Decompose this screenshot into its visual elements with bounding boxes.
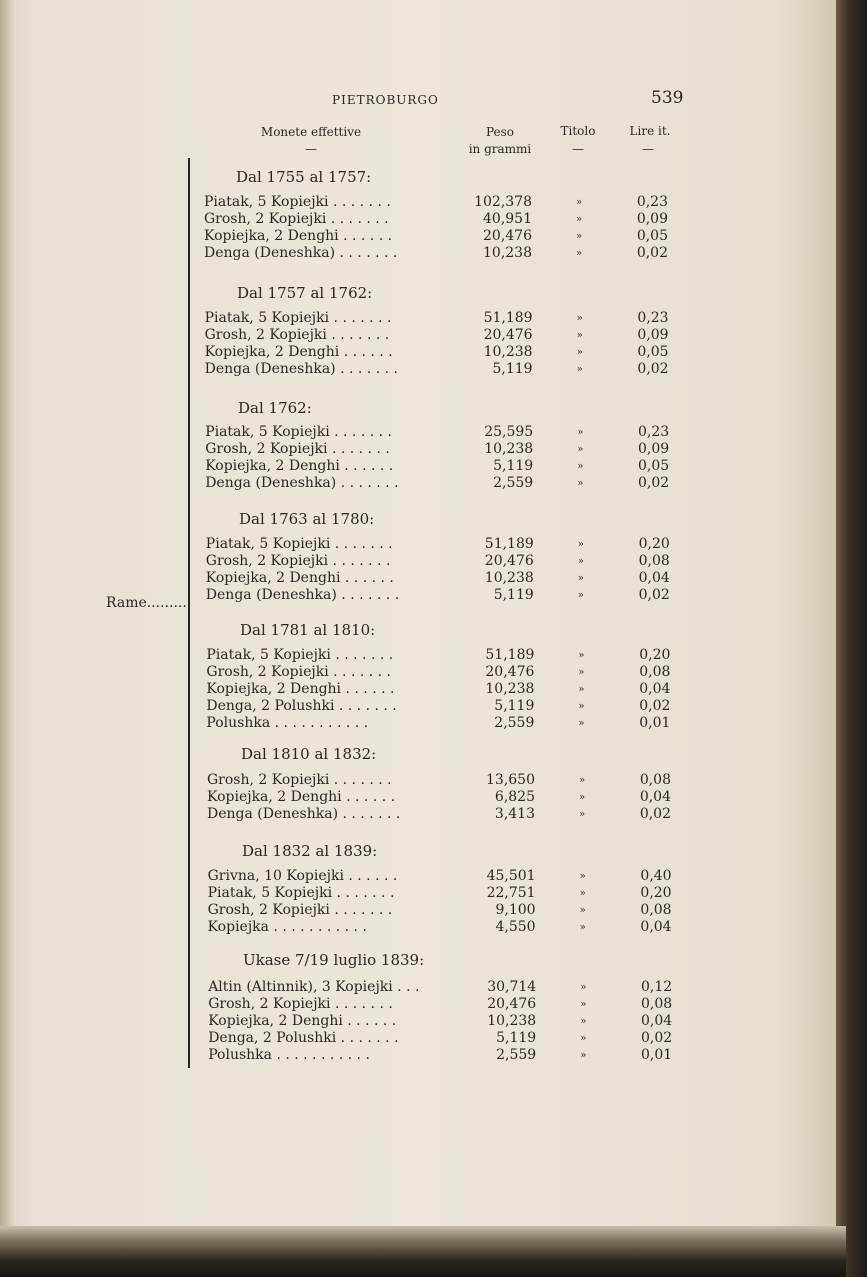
page-number: 539 [651, 88, 684, 108]
coin-titolo: » [579, 888, 586, 899]
coin-weight: 20,476 [483, 327, 533, 343]
coin-value-lire: 0,04 [638, 570, 670, 586]
coin-weight: 5,119 [494, 698, 535, 714]
coin-weight: 22,751 [486, 885, 536, 901]
table-row [208, 1047, 678, 1064]
table-row [204, 211, 674, 228]
coin-titolo: » [580, 1016, 587, 1027]
column-header-titolo: Titolo [560, 124, 596, 138]
coin-value-lire: 0,09 [638, 441, 670, 457]
column-header-lire: Lire it. [629, 124, 671, 138]
coin-weight: 5,119 [496, 1030, 537, 1046]
coin-value-lire: 0,04 [639, 789, 671, 805]
coin-name: Kopiejka, 2 Denghi . . . . . . [204, 228, 393, 244]
coin-titolo: » [579, 792, 586, 803]
coin-value-lire: 0,09 [636, 211, 668, 227]
coin-weight: 20,476 [483, 228, 532, 244]
table-row [206, 664, 676, 681]
coin-value-lire: 0,02 [639, 806, 671, 822]
coin-value-lire: 0,08 [639, 772, 671, 788]
coin-weight: 2,559 [496, 1047, 537, 1063]
metal-label: Rame.......... [106, 595, 192, 611]
coin-name: Grosh, 2 Kopiejki . . . . . . . [207, 902, 393, 918]
coin-name: Kopiejka, 2 Denghi . . . . . . [208, 1013, 397, 1029]
coin-name: Polushka . . . . . . . . . . . [206, 715, 369, 731]
coin-weight: 20,476 [485, 664, 535, 680]
coin-titolo: » [576, 214, 583, 225]
coin-titolo: » [576, 231, 583, 242]
coin-weight: 13,650 [486, 772, 535, 788]
coin-value-lire: 0,02 [641, 1030, 673, 1046]
coin-titolo: » [578, 701, 585, 712]
table-row [205, 458, 675, 475]
coin-value-lire: 0,12 [641, 979, 673, 995]
coin-weight: 20,476 [484, 553, 534, 569]
coin-name: Kopiejka, 2 Denghi . . . . . . [205, 458, 394, 474]
coin-value-lire: 0,01 [639, 715, 671, 731]
table-row [204, 228, 674, 245]
column-dash-monete: — [305, 142, 317, 156]
coin-weight: 40,951 [483, 211, 532, 227]
coin-titolo: » [578, 650, 585, 661]
table-row [206, 587, 676, 604]
coin-name: Denga (Deneshka) . . . . . . . [205, 587, 400, 603]
coin-value-lire: 0,04 [641, 1013, 673, 1029]
table-row [208, 885, 678, 902]
coin-titolo: » [579, 905, 586, 916]
coin-weight: 25,595 [484, 424, 534, 440]
coin-name: Denga, 2 Polushki . . . . . . . [206, 698, 397, 714]
coin-name: Denga, 2 Polushki . . . . . . . [208, 1030, 399, 1046]
coin-titolo: » [576, 313, 583, 324]
coin-value-lire: 0,08 [641, 996, 673, 1012]
table-row [205, 424, 675, 441]
coin-name: Piatak, 5 Kopiejki . . . . . . . [206, 647, 394, 663]
table-row [208, 996, 678, 1013]
coin-titolo: » [577, 573, 584, 584]
table-row [204, 245, 674, 262]
coin-name: Piatak, 5 Kopiejki . . . . . . . [204, 310, 392, 326]
book-edge-right [836, 0, 867, 1277]
table-row [208, 1013, 678, 1030]
section-title: Dal 1810 al 1832: [241, 745, 377, 763]
table-row [205, 441, 675, 458]
table-row [208, 902, 678, 919]
coin-name: Grosh, 2 Kopiejki . . . . . . . [205, 441, 390, 457]
coin-weight: 10,238 [487, 1013, 537, 1029]
coin-name: Polushka . . . . . . . . . . . [208, 1047, 370, 1063]
coin-weight: 20,476 [487, 996, 537, 1012]
table-row [204, 194, 674, 211]
coin-weight: 2,559 [493, 475, 534, 491]
coin-name: Denga (Deneshka) . . . . . . . [205, 475, 399, 491]
coin-titolo: » [579, 871, 586, 882]
coin-weight: 9,100 [495, 902, 536, 918]
table-row [206, 715, 676, 732]
coin-weight: 30,714 [487, 979, 537, 995]
coin-value-lire: 0,01 [641, 1047, 673, 1063]
coin-weight: 5,119 [493, 458, 534, 474]
book-edge-bottom [0, 1226, 846, 1277]
coin-name: Piatak, 5 Kopiejki . . . . . . . [205, 424, 392, 440]
table-row [208, 919, 678, 936]
coin-name: Kopiejka, 2 Denghi . . . . . . [204, 344, 393, 360]
table-row [207, 772, 677, 789]
coin-name: Piatak, 5 Kopiejki . . . . . . . [207, 885, 395, 901]
table-row [206, 681, 676, 698]
coin-weight: 45,501 [486, 868, 536, 884]
table-row [205, 344, 675, 361]
coin-value-lire: 0,02 [638, 587, 670, 603]
column-header-peso-unit: in grammi [468, 142, 532, 156]
coin-name: Grosh, 2 Kopiejki . . . . . . . [204, 327, 390, 343]
table-row [206, 647, 676, 664]
coin-name: Denga (Deneshka) . . . . . . . [204, 361, 398, 377]
coin-value-lire: 0,05 [638, 458, 670, 474]
coin-weight: 6,825 [494, 789, 535, 805]
coin-weight: 102,378 [474, 194, 532, 210]
grouping-brace [188, 158, 196, 1068]
table-row [207, 789, 677, 806]
coin-value-lire: 0,04 [639, 681, 671, 697]
coin-weight: 5,119 [492, 361, 533, 377]
coin-name: Grosh, 2 Kopiejki . . . . . . . [206, 664, 391, 680]
section-title: Ukase 7/19 luglio 1839: [243, 951, 425, 969]
section-title: Dal 1781 al 1810: [240, 621, 376, 639]
table-row [206, 698, 676, 715]
coin-titolo: » [579, 809, 586, 820]
coin-name: Kopiejka, 2 Denghi . . . . . . [206, 681, 395, 697]
coin-titolo: » [580, 1033, 587, 1044]
table-row [208, 868, 678, 885]
coin-name: Piatak, 5 Kopiejki . . . . . . . [205, 536, 393, 552]
coin-value-lire: 0,23 [638, 424, 670, 440]
coin-weight: 51,189 [485, 647, 535, 663]
section-title: Dal 1763 al 1780: [239, 510, 375, 528]
coin-value-lire: 0,09 [637, 327, 669, 343]
coin-weight: 51,189 [484, 536, 534, 552]
coin-weight: 10,238 [483, 245, 532, 261]
coin-titolo: » [576, 330, 583, 341]
gutter-shadow [0, 0, 16, 1248]
section-title: Dal 1755 al 1757: [236, 168, 372, 186]
coin-titolo: » [576, 364, 583, 375]
coin-weight: 4,550 [495, 919, 536, 935]
coin-weight: 10,238 [484, 570, 534, 586]
coin-titolo: » [577, 556, 584, 567]
coin-name: Piatak, 5 Kopiejki . . . . . . . [204, 194, 391, 210]
coin-titolo: » [580, 982, 587, 993]
column-header-monete: Monete effettive [260, 125, 362, 139]
column-dash-lire: — [642, 142, 654, 156]
coin-weight: 3,413 [494, 806, 535, 822]
coin-titolo: » [579, 775, 586, 786]
section-title: Dal 1762: [238, 399, 312, 417]
table-row [205, 361, 675, 378]
coin-value-lire: 0,23 [637, 310, 669, 326]
coin-value-lire: 0,05 [636, 228, 668, 244]
coin-value-lire: 0,08 [638, 553, 670, 569]
column-dash-titolo: — [572, 142, 584, 156]
coin-value-lire: 0,40 [640, 868, 672, 884]
coin-name: Altin (Altinnik), 3 Kopiejki . . . [208, 979, 420, 995]
coin-titolo: » [577, 590, 584, 601]
coin-weight: 10,238 [485, 681, 535, 697]
coin-titolo: » [578, 684, 585, 695]
coin-name: Grivna, 10 Kopiejki . . . . . . [207, 868, 398, 884]
coin-name: Denga (Deneshka) . . . . . . . [207, 806, 401, 822]
coin-titolo: » [577, 478, 584, 489]
coin-weight: 51,189 [483, 310, 533, 326]
coin-weight: 2,559 [494, 715, 535, 731]
coin-titolo: » [576, 248, 583, 259]
coin-name: Grosh, 2 Kopiejki . . . . . . . [204, 211, 389, 227]
coin-name: Denga (Deneshka) . . . . . . . [204, 245, 398, 261]
coin-value-lire: 0,08 [640, 902, 672, 918]
coin-value-lire: 0,02 [639, 698, 671, 714]
coin-name: Grosh, 2 Kopiejki . . . . . . . [208, 996, 393, 1012]
table-row [206, 536, 676, 553]
table-row [208, 979, 678, 996]
table-row [205, 310, 675, 327]
coin-titolo: » [577, 427, 584, 438]
coin-weight: 10,238 [483, 344, 533, 360]
column-header-peso: Peso [485, 125, 515, 139]
table-row [205, 475, 675, 492]
coin-titolo: » [580, 1050, 587, 1061]
coin-name: Grosh, 2 Kopiejki . . . . . . . [205, 553, 391, 569]
coin-titolo: » [580, 999, 587, 1010]
table-row [206, 570, 676, 587]
coin-name: Kopiejka . . . . . . . . . . . [207, 919, 367, 935]
coin-value-lire: 0,20 [639, 647, 671, 663]
table-row [207, 806, 677, 823]
coin-value-lire: 0,05 [637, 344, 669, 360]
coin-name: Grosh, 2 Kopiejki . . . . . . . [207, 772, 392, 788]
section-title: Dal 1757 al 1762: [237, 284, 373, 302]
coin-titolo: » [576, 197, 583, 208]
coin-weight: 10,238 [484, 441, 534, 457]
section-title: Dal 1832 al 1839: [242, 842, 378, 860]
coin-value-lire: 0,02 [638, 475, 670, 491]
coin-value-lire: 0,20 [640, 885, 672, 901]
table-row [206, 553, 676, 570]
coin-titolo: » [576, 347, 583, 358]
coin-value-lire: 0,23 [636, 194, 668, 210]
coin-name: Kopiejka, 2 Denghi . . . . . . [207, 789, 396, 805]
coin-value-lire: 0,04 [640, 919, 672, 935]
coin-titolo: » [577, 444, 584, 455]
coin-titolo: » [578, 718, 585, 729]
running-head: PIETROBURGO [332, 93, 439, 107]
coin-name: Kopiejka, 2 Denghi . . . . . . [205, 570, 394, 586]
coin-titolo: » [579, 922, 586, 933]
table-row [205, 327, 675, 344]
coin-titolo: » [577, 461, 584, 472]
coin-value-lire: 0,20 [638, 536, 670, 552]
coin-titolo: » [577, 539, 584, 550]
coin-weight: 5,119 [493, 587, 534, 603]
coin-value-lire: 0,02 [636, 245, 668, 261]
coin-value-lire: 0,02 [637, 361, 669, 377]
coin-titolo: » [578, 667, 585, 678]
table-row [208, 1030, 678, 1047]
coin-value-lire: 0,08 [639, 664, 671, 680]
